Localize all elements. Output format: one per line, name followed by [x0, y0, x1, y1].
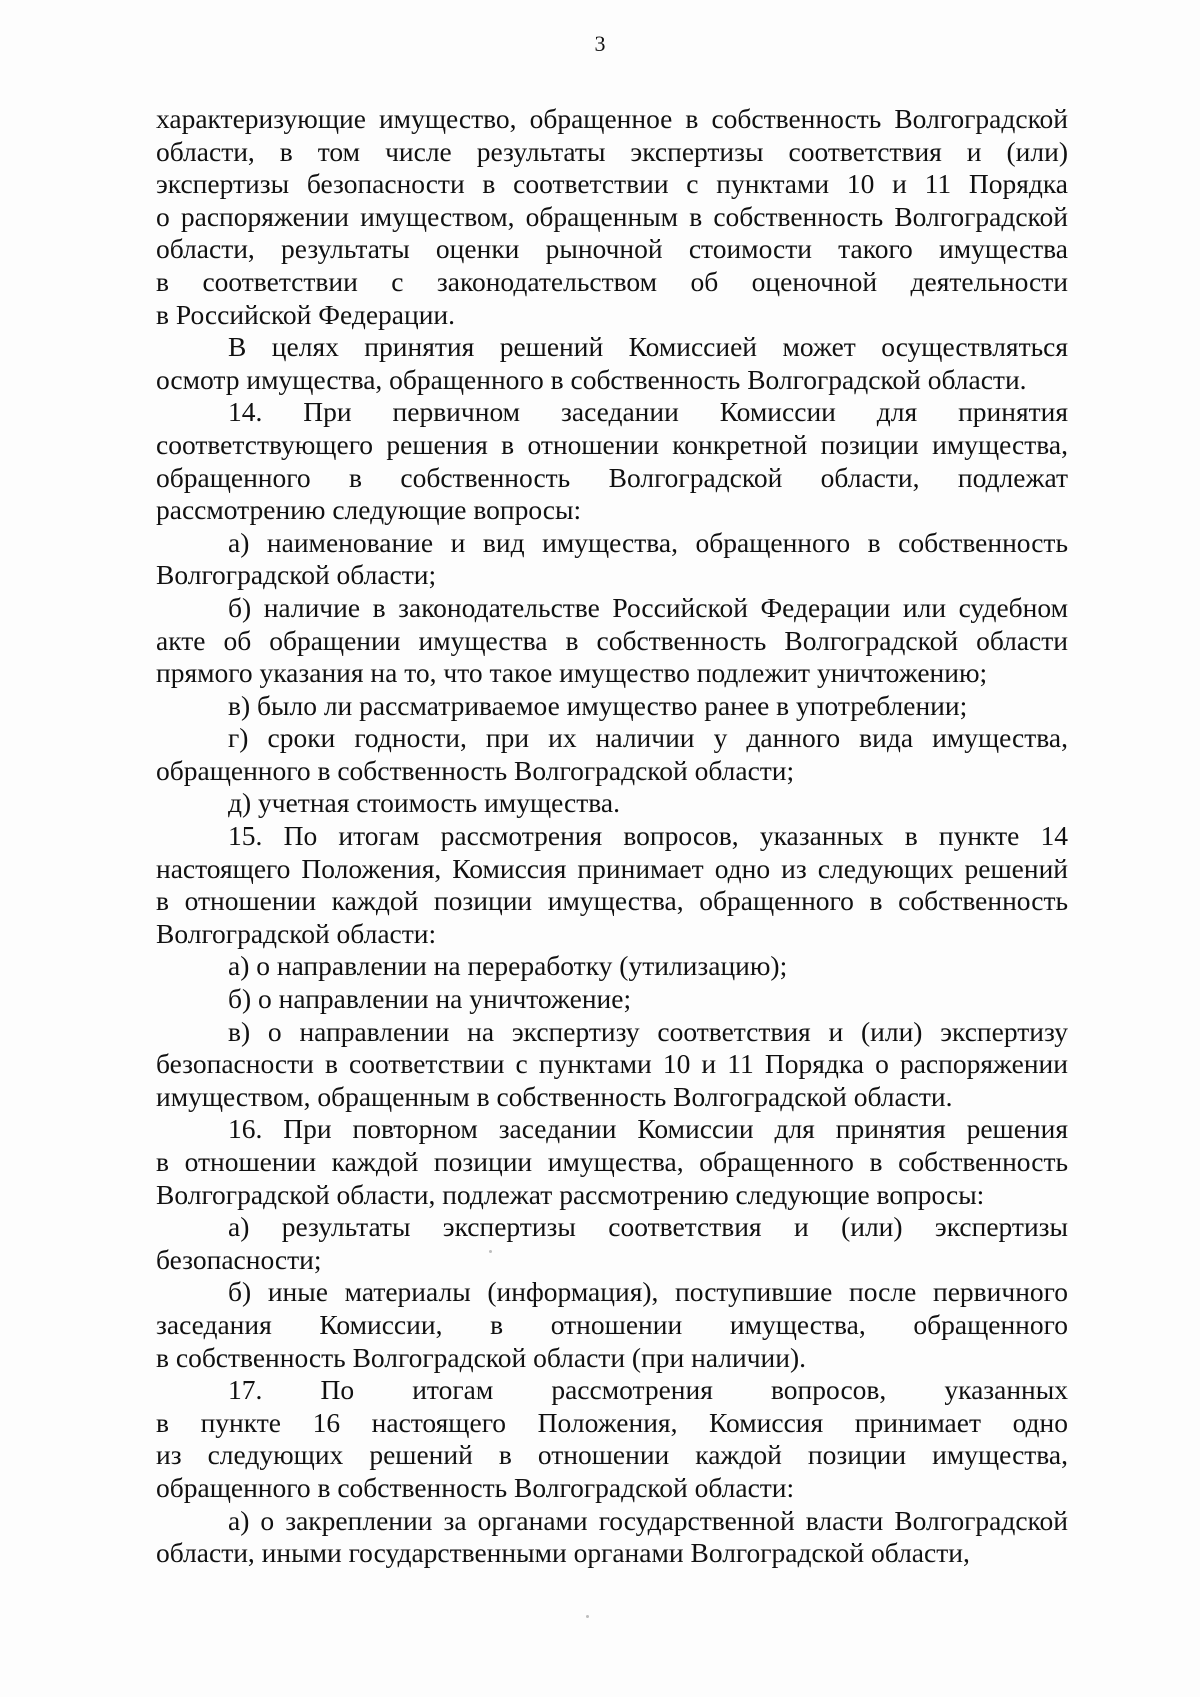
text-line: г) сроки годности, при их наличии у данного вида имущества,: [228, 722, 1068, 754]
paragraph: [156, 1374, 1068, 1504]
page-number: 3: [594, 31, 606, 56]
text-line: 17. По итогам рассмотрения вопросов, указанных: [228, 1374, 1068, 1406]
text-line: б) о направлении на уничтожение;: [228, 983, 632, 1015]
text-line: заседания Комиссии, в отношении имущества, обращенного: [156, 1308, 1068, 1340]
text-line: 16. При повторном заседании Комиссии для принятия решения: [228, 1113, 1068, 1145]
text-line: области, результаты оценки рыночной стоимости такого имущества: [156, 233, 1068, 265]
text-line: акте об обращении имущества в собственность Волгоградской области: [156, 624, 1068, 656]
text-line: б) наличие в законодательстве Российской Федерации или судебном: [228, 591, 1068, 623]
paragraph: [156, 1211, 1068, 1276]
text-line: В целях принятия решений Комиссией может осуществляться: [228, 331, 1068, 363]
paragraph: [156, 1505, 1068, 1570]
paragraph: [156, 1276, 1068, 1374]
paragraph: [156, 527, 1068, 592]
paragraph: [156, 722, 1068, 787]
scan-speck: [586, 1615, 589, 1618]
text-line: осмотр имущества, обращенного в собственность Волгоградской области.: [156, 363, 1027, 395]
text-line: области, в том числе результаты экспертизы соответствия и (или): [156, 135, 1068, 167]
text-line: в собственность Волгоградской области (при наличии).: [156, 1341, 807, 1373]
text-line: обращенного в собственность Волгоградской области, подлежат: [156, 461, 1068, 493]
text-line: 14. При первичном заседании Комиссии для принятия: [228, 396, 1068, 428]
text-line: в Российской Федерации.: [156, 298, 456, 330]
paragraph: [156, 690, 1068, 723]
paragraph: [156, 820, 1068, 950]
text-line: из следующих решений в отношении каждой позиции имущества,: [156, 1439, 1068, 1471]
text-line: о распоряжении имуществом, обращенным в собственность Волгоградской: [156, 200, 1068, 232]
text-line: а) результаты экспертизы соответствия и (или) экспертизы: [228, 1211, 1068, 1243]
text-line: в отношении каждой позиции имущества, обращенного в собственность: [156, 1146, 1068, 1177]
document-body: [156, 103, 1068, 1570]
text-line: Волгоградской области:: [156, 917, 437, 949]
text-line: соответствующего решения в отношении конкретной позиции имущества,: [156, 428, 1068, 460]
text-line: в отношении каждой позиции имущества, обращенного в собственность: [156, 885, 1068, 917]
paragraph: [156, 331, 1068, 396]
paragraph: [156, 787, 1068, 820]
paragraph: [156, 592, 1068, 690]
text-line: 15. По итогам рассмотрения вопросов, указанных в пункте 14: [228, 820, 1068, 852]
text-line: настоящего Положения, Комиссия принимает одно из следующих решений: [156, 852, 1068, 884]
text-line: области, иными государственными органами Волгоградской области,: [156, 1537, 970, 1569]
text-line: а) о направлении на переработку (утилизацию);: [228, 950, 788, 982]
text-line: характеризующие имущество, обращенное в собственность Волгоградской: [156, 103, 1068, 134]
text-line: в) было ли рассматриваемое имущество ранее в употреблении;: [228, 689, 968, 721]
text-line: рассмотрению следующие вопросы:: [156, 494, 582, 526]
text-line: в соответствии с законодательством об оценочной деятельности: [156, 265, 1068, 297]
paragraph: [156, 950, 1068, 983]
paragraph: [156, 396, 1068, 526]
paragraph: [156, 103, 1068, 331]
text-line: экспертизы безопасности в соответствии с пунктами 10 и 11 Порядка: [156, 168, 1068, 200]
text-line: Волгоградской области;: [156, 559, 437, 591]
scan-speck: [489, 1250, 492, 1253]
paragraph: [156, 1113, 1068, 1211]
text-line: в пункте 16 настоящего Положения, Комиссия принимает одно: [156, 1406, 1068, 1438]
text-line: а) о закреплении за органами государственной власти Волгоградской: [228, 1504, 1068, 1536]
text-line: а) наименование и вид имущества, обращенного в собственность: [228, 526, 1068, 558]
text-line: безопасности;: [156, 1243, 322, 1275]
text-line: безопасности в соответствии с пунктами 10 и 11 Порядка о распоряжении: [156, 1048, 1068, 1080]
text-line: Волгоградской области, подлежат рассмотрению следующие вопросы:: [156, 1178, 985, 1210]
paragraph: [156, 1016, 1068, 1114]
text-line: обращенного в собственность Волгоградской области;: [156, 754, 795, 786]
text-line: б) иные материалы (информация), поступившие после первичного: [228, 1276, 1068, 1308]
text-line: обращенного в собственность Волгоградской области:: [156, 1471, 795, 1503]
text-line: в) о направлении на экспертизу соответствия и (или) экспертизу: [228, 1015, 1068, 1047]
paragraph: [156, 983, 1068, 1016]
text-line: имуществом, обращенным в собственность Волгоградской области.: [156, 1080, 953, 1112]
text-line: прямого указания на то, что такое имущество подлежит уничтожению;: [156, 657, 988, 689]
text-line: д) учетная стоимость имущества.: [228, 787, 620, 819]
